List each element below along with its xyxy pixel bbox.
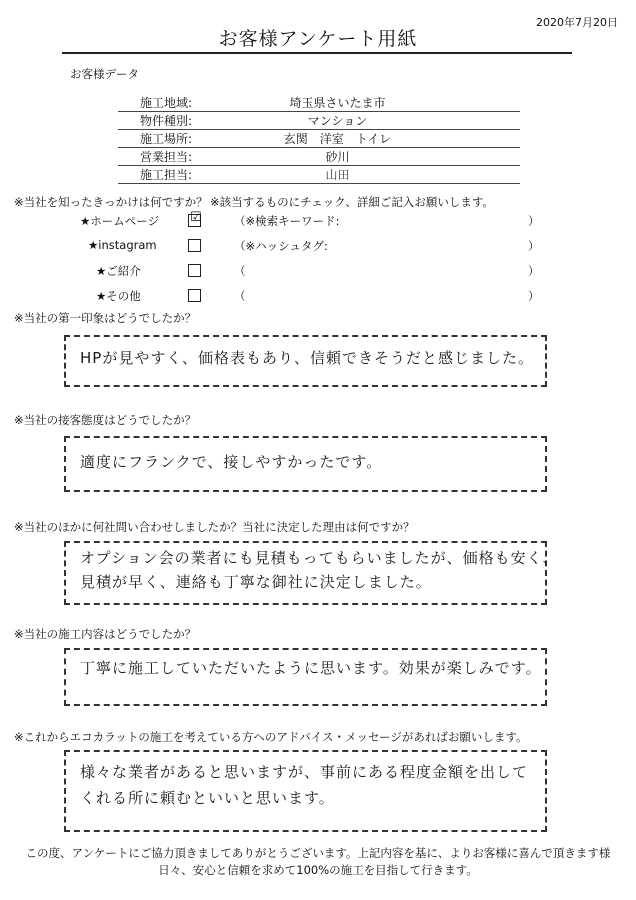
answer-other-companies-line1: オプション会の業者にも見積もってもらいましたが、価格も安く、 xyxy=(80,549,559,567)
question-advice: ※これからエコカラットの施工を考えている方へのアドバイス・メッセージがあればお願いします。 xyxy=(14,730,528,744)
row-value-area: 埼玉県さいたま市 xyxy=(289,96,386,110)
option-detail: （ xyxy=(234,289,246,303)
option-close: ） xyxy=(528,289,540,303)
customer-section-label: お客様データ xyxy=(70,67,139,81)
row-label-area: 施工地域: xyxy=(140,96,193,110)
title-divider xyxy=(62,52,572,54)
row-label-property: 物件種別: xyxy=(140,114,193,128)
row-label-location: 施工場所: xyxy=(140,132,193,146)
answer-other-companies-line2: 見積が早く、連絡も丁寧な御社に決定しました。 xyxy=(80,573,432,591)
option-close: ） xyxy=(528,239,540,253)
row-value-sales: 砂川 xyxy=(325,150,350,164)
checkbox-instagram[interactable] xyxy=(188,239,201,252)
row-label-sales: 営業担当: xyxy=(140,150,193,164)
option-label: ★その他 xyxy=(96,289,141,303)
checkbox-homepage[interactable] xyxy=(188,210,202,227)
option-detail: （※ハッシュタグ: xyxy=(234,239,328,253)
option-label: ★ホームページ xyxy=(80,214,160,228)
option-label: ★ご紹介 xyxy=(96,264,141,278)
check-icon: ☑ xyxy=(190,210,202,225)
row-label-installer: 施工担当: xyxy=(140,168,193,182)
option-close: ） xyxy=(528,264,540,278)
survey-date: 2020年7月20日 xyxy=(536,16,618,29)
row-divider xyxy=(118,183,520,184)
checkbox-referral[interactable] xyxy=(188,264,201,277)
question-instruction: ※該当するものにチェック、詳細ご記入お願いします。 xyxy=(210,195,494,209)
question-other-companies: ※当社のほかに何社問い合わせしましたか？当社に決定した理由は何ですか？ xyxy=(14,520,415,534)
option-label: ★instagram xyxy=(88,238,157,252)
row-value-installer: 山田 xyxy=(325,168,350,182)
footer-line: 日々、安心と信頼を求めて100%の施工を目指して行きます。 xyxy=(158,863,478,877)
answer-advice-line2: くれる所に頼むといいと思います。 xyxy=(80,789,335,807)
question-work-quality: ※当社の施工内容はどうでしたか？ xyxy=(14,627,197,641)
answer-customer-service: 適度にフランクで、接しやすかったです。 xyxy=(80,453,383,471)
row-value-property: マンション xyxy=(307,114,368,128)
answer-work-quality: 丁寧に施工していただいたように思います。効果が楽しみです。 xyxy=(80,659,542,677)
question-how-found: ※当社を知ったきっかけは何ですか？ xyxy=(14,195,208,209)
page-title: お客様アンケート用紙 xyxy=(218,28,418,50)
answer-advice-line1: 様々な業者があると思いますが、事前にある程度金額を出して xyxy=(80,763,529,781)
option-detail: （ xyxy=(234,264,246,278)
footer-message xyxy=(0,845,636,879)
footer-line: この度、アンケートにご協力頂きましてありがとうございます。上記内容を基に、よりお客様に喜んで頂きます様 xyxy=(25,846,611,860)
question-customer-service: ※当社の接客態度はどうでしたか？ xyxy=(14,413,197,427)
question-first-impression: ※当社の第一印象はどうでしたか？ xyxy=(14,311,197,325)
option-detail: （※検索キーワード: xyxy=(234,214,340,228)
option-close: ） xyxy=(528,214,540,228)
checkbox-other[interactable] xyxy=(188,289,201,302)
answer-first-impression: HPが見やすく、価格表もあり、信頼できそうだと感じました。 xyxy=(80,349,535,367)
row-value-location: 玄関 洋室 トイレ xyxy=(283,132,392,146)
